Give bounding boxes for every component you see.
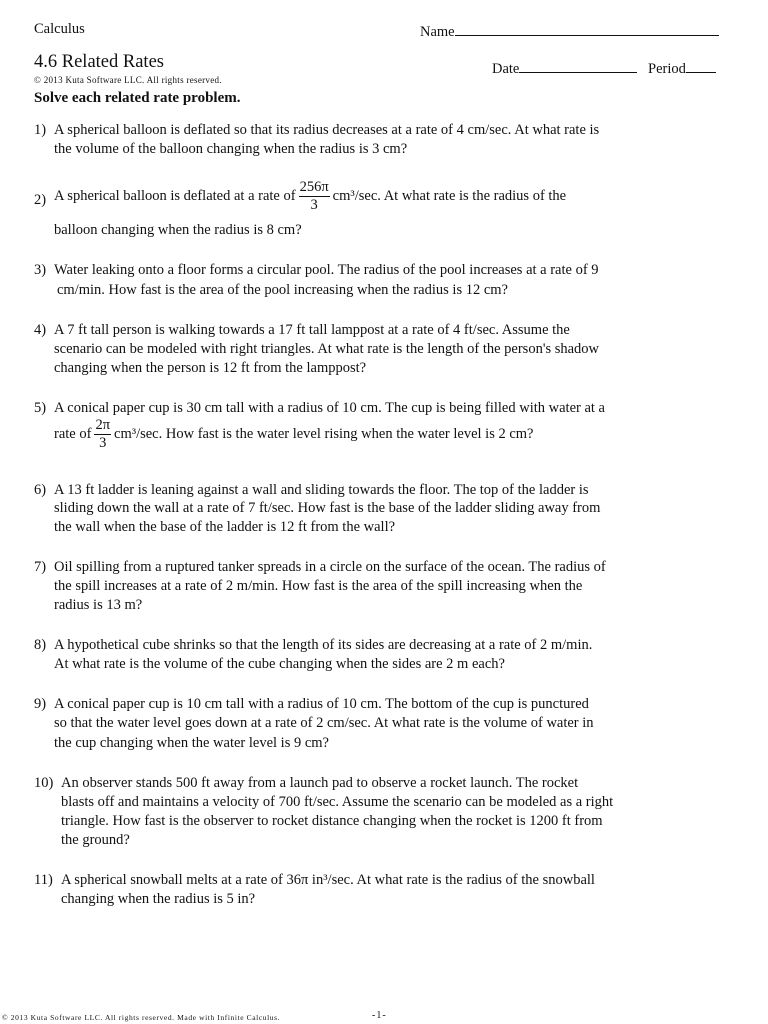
problem-text: At what rate is the volume of the cube changing when the sides are 2 m each?: [54, 656, 505, 672]
problem-text: A spherical balloon is deflated so that its radius decreases at a rate of 4 cm/sec. At what rate is: [54, 122, 600, 138]
problem-text-with-fraction: [54, 418, 534, 451]
date-field[interactable]: [492, 58, 637, 78]
fraction-numerator: 2π: [94, 418, 111, 435]
name-field[interactable]: [420, 21, 719, 41]
problem-text: the ground?: [61, 832, 130, 848]
problem-text: cm/min. How fast is the area of the pool increasing when the radius is 12 cm?: [57, 282, 508, 298]
problem-text: triangle. How fast is the observer to rocket distance changing when the rocket is 1200 ft from: [61, 813, 603, 829]
problem-text: sliding down the wall at a rate of 7 ft/sec. How fast is the base of the ladder sliding away from: [54, 500, 601, 516]
header-copyright: © 2013 Kuta Software LLC. All rights reserved.: [34, 75, 222, 85]
period-blank[interactable]: [686, 58, 716, 73]
problem-number: 9): [34, 696, 47, 712]
problem-text: A conical paper cup is 30 cm tall with a radius of 10 cm. The cup is being filled with water at a: [54, 400, 605, 416]
name-label: Name: [420, 24, 455, 40]
problem-text: cm³/sec. At what rate is the radius of the: [332, 188, 567, 205]
period-field[interactable]: [648, 58, 716, 78]
problem-text: Water leaking onto a floor forms a circular pool. The radius of the pool increases at a rate of 9: [54, 262, 599, 278]
problem-number: 2): [34, 192, 47, 208]
problem-text: A hypothetical cube shrinks so that the length of its sides are decreasing at a rate of 2 m/min.: [54, 637, 593, 653]
problem-number: 7): [34, 559, 47, 575]
fraction-denominator: 3: [310, 197, 318, 214]
problem-number: 5): [34, 400, 47, 416]
date-label: Date: [492, 61, 520, 77]
problem-number: 3): [34, 262, 47, 278]
period-label: Period: [648, 61, 686, 77]
problem-text: blasts off and maintains a velocity of 700 ft/sec. Assume the scenario can be modeled as a right: [61, 794, 614, 810]
problem-text-with-fraction: [54, 180, 566, 213]
problem-number: 11): [34, 872, 53, 888]
problem-text: A conical paper cup is 10 cm tall with a radius of 10 cm. The bottom of the cup is punctured: [54, 696, 589, 712]
problem-number: 8): [34, 637, 47, 653]
fraction-numerator: 256π: [299, 180, 330, 197]
problem-text: the spill increases at a rate of 2 m/min. How fast is the area of the spill increasing when the: [54, 578, 583, 594]
problem-text: A spherical balloon is deflated at a rate of: [54, 188, 296, 205]
problem-text: changing when the radius is 5 in?: [61, 891, 256, 907]
fraction-denominator: 3: [99, 435, 107, 452]
problem-text: An observer stands 500 ft away from a launch pad to observe a rocket launch. The rocket: [61, 775, 579, 791]
rate-fraction: [299, 180, 330, 213]
problem-text: the cup changing when the water level is 9 cm?: [54, 735, 329, 751]
course-label: Calculus: [34, 21, 85, 37]
page-title: 4.6 Related Rates: [34, 52, 164, 72]
rate-fraction: [94, 418, 111, 451]
problem-text: the volume of the balloon changing when the radius is 3 cm?: [54, 141, 408, 157]
problem-text: A spherical snowball melts at a rate of 36π in³/sec. At what rate is the radius of the snowball: [61, 872, 595, 888]
problem-number: 1): [34, 122, 47, 138]
page-number: -1-: [372, 1010, 387, 1021]
problem-text: the wall when the base of the ladder is 12 ft from the wall?: [54, 519, 396, 535]
problem-text: changing when the person is 12 ft from the lamppost?: [54, 360, 367, 376]
instructions: Solve each related rate problem.: [34, 90, 241, 106]
footer-copyright: © 2013 Kuta Software LLC. All rights reserved. Made with Infinite Calculus.: [2, 1013, 281, 1022]
problem-text: scenario can be modeled with right triangles. At what rate is the length of the person's shadow: [54, 341, 600, 357]
problem-text: A 7 ft tall person is walking towards a 17 ft tall lamppost at a rate of 4 ft/sec. Assume the: [54, 322, 570, 338]
problem-text: rate of: [54, 426, 92, 443]
problem-number: 6): [34, 482, 47, 498]
problem-number: 4): [34, 322, 47, 338]
problem-text: radius is 13 m?: [54, 597, 143, 613]
problem-text: so that the water level goes down at a rate of 2 cm/sec. At what rate is the volume of water in: [54, 715, 594, 731]
name-blank[interactable]: [455, 21, 719, 36]
date-blank[interactable]: [519, 58, 637, 73]
problem-text: balloon changing when the radius is 8 cm?: [54, 222, 302, 238]
problem-text: A 13 ft ladder is leaning against a wall and sliding towards the floor. The top of the ladder is: [54, 482, 589, 498]
problem-number: 10): [34, 775, 54, 791]
problem-text: cm³/sec. How fast is the water level rising when the water level is 2 cm?: [114, 426, 534, 443]
problem-text: Oil spilling from a ruptured tanker spreads in a circle on the surface of the ocean. The radius of: [54, 559, 606, 575]
